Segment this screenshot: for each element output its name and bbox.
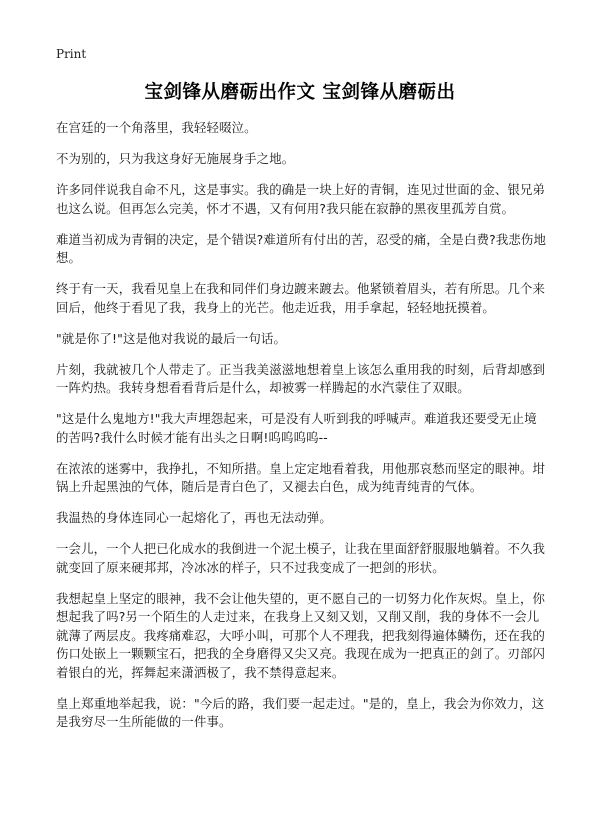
paragraph: "就是你了!"这是他对我说的最后一句话。 — [56, 330, 287, 346]
paragraph: "这是什么鬼地方!"我大声埋怨起来，可是没有人听到我的呼喊声。难道我还要受无止境的苦吗?我什么时候才能有出头之日啊!呜呜呜呜-- — [56, 411, 537, 445]
paragraph: 难道当初成为青铜的决定，是个错误?难道所有付出的苦，忍受的痛，全是白费?我悲伤地想。 — [56, 231, 546, 265]
print-link[interactable]: Print — [56, 47, 87, 61]
paragraph: 在宫廷的一个角落里，我轻轻啜泣。 — [56, 120, 257, 135]
paragraph: 许多同伴说我自命不凡，这是事实。我的确是一块上好的青铜，连见过世面的金、银兄弟也这么说。但再怎么完美，怀才不遇，又有何用?我只能在寂静的黑夜里孤芳自赏。 — [56, 182, 546, 216]
paragraph: 一会儿，一个人把已化成水的我倒进一个泥土模子，让我在里面舒舒服服地躺着。不久我就变回了原来硬邦邦，冷冰冰的样子，只不过我变成了一把剑的形状。 — [56, 541, 546, 575]
paragraph: 片刻，我就被几个人带走了。正当我美滋滋地想着皇上该怎么重用我的时刻，后背却感到一阵灼热。我转身想看看背后是什么，却被雾一样腾起的水汽蒙住了双眼。 — [56, 361, 546, 395]
article-body — [56, 119, 548, 744]
paragraph: 不为别的，只为我这身好无施展身手之地。 — [56, 151, 295, 166]
paragraph: 我温热的身体连同心一起熔化了，再也无法动弹。 — [56, 510, 332, 525]
page-title: 宝剑锋从磨砺出作文 宝剑锋从磨砺出 — [144, 82, 456, 103]
paragraph: 终于有一天，我看见皇上在我和同伴们身边踱来踱去。他紧锁着眉头，若有所思。几个来回后，他终于看见了我，我身上的光芒。他走近我，用手拿起，轻轻地抚摸着。 — [56, 281, 546, 315]
paragraph: 我想起皇上坚定的眼神，我不会让他失望的，更不愿自己的一切努力化作灰烬。皇上，你想起我了吗?另一个陌生的人走过来，在我身上又刻又划，又削又削，我的身体不一会儿就薄了两层皮。我疼痛难忍，大呼小叫，可那个人不理我，把我刻得遍体鳞伤，还在我的伤口处嵌上一颗颗宝石，把我的全身磨得又尖又亮。我现在成为一把真正的剑了。刃部闪着银白的光，挥舞起来潇洒极了，我不禁得意起来。 — [56, 590, 546, 680]
paragraph: 皇上郑重地举起我，说："今后的路，我们要一起走过。"是的，皇上，我会为你效力，这是我穷尽一生所能做的一件事。 — [56, 695, 545, 729]
paragraph: 在浓浓的迷雾中，我挣扎，不知所措。皇上定定地看着我，用他那哀愁而坚定的眼神。坩锅上升起黑浊的气体，随后是青白色了，又褪去白色，成为纯青纯青的气体。 — [56, 460, 546, 494]
